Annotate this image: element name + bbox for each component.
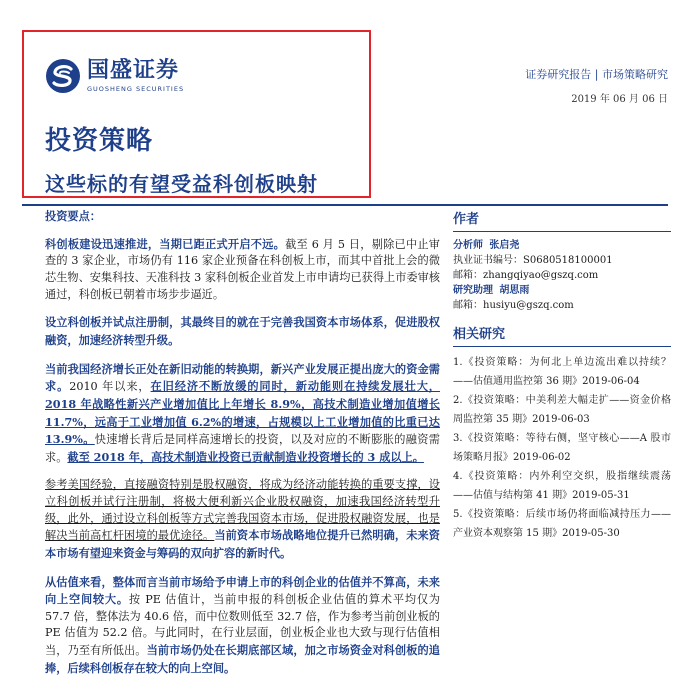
sidebar bbox=[453, 208, 671, 543]
paragraph-4 bbox=[45, 477, 440, 562]
logo-english-name: GUOSHENG SECURITIES bbox=[87, 85, 185, 93]
paragraph-2-lead: 设立科创板并试点注册制，其最终目的就在于完善我国资本市场体系，促进股权融资，加速经济转型升级。 bbox=[45, 315, 440, 347]
paragraph-3-text-2: 快速增长背后是同样高速增长的投资，以及对应的不断膨胀的融资需求。 bbox=[45, 433, 440, 464]
paragraph-4-underlined: 参考美国经验，直接融资特别是股权融资，将成为经济动能转换的重要支撑，设立科创板并试行注册制，将极大便利新兴企业股权融资，加速我国经济转型升级，此外，通过设立科创板等方式完善我国资本市场，促进股权融资发展，也是解决当前高杠杆困境的最优途径。 bbox=[45, 478, 440, 543]
assistant-email[interactable]: husiyu@gszq.com bbox=[483, 300, 574, 311]
report-category: 证券研究报告 | 市场策略研究 bbox=[525, 68, 668, 81]
header-divider bbox=[22, 204, 668, 206]
license-row bbox=[453, 253, 671, 268]
assistant-name: 胡思雨 bbox=[499, 285, 530, 296]
assistant-label: 研究助理 bbox=[453, 285, 493, 296]
analyst-row bbox=[453, 238, 671, 253]
analyst-email[interactable]: zhangqiyao@gszq.com bbox=[483, 270, 599, 281]
paragraph-1-text: 截至 6 月 5 日，剔除已中止审查的 3 家企业，市场仍有 116 家企业预备在科创板上市，而其中首批上会的微芯生物、安集科技、天准科技 3 家科创板企业首发上市申请均已获得上市委审核通过，科创板已朝着市场步步逼近。 bbox=[45, 237, 440, 301]
paragraph-3-text-1: 2010 年以来， bbox=[69, 380, 151, 394]
paragraph-5 bbox=[45, 574, 440, 678]
analyst-name: 张启尧 bbox=[489, 240, 520, 251]
analyst-label: 分析师 bbox=[453, 240, 483, 251]
license-number: S0680518100001 bbox=[523, 255, 613, 266]
paragraph-3-underlined-2: 截至 2018 年，高技术制造业投资已贡献制造业投资增长的 3 成以上。 bbox=[67, 449, 424, 464]
paragraph-4-lead: 当前资本市场战略地位提升已然明确，未来资本市场有望迎来资金与筹码的双向扩容的新时代。 bbox=[45, 528, 440, 560]
paragraph-1 bbox=[45, 236, 440, 303]
license-label: 执业证书编号： bbox=[453, 255, 523, 266]
email-label: 邮箱： bbox=[453, 300, 483, 311]
assistant-email-row bbox=[453, 298, 671, 313]
related-research-heading: 相关研究 bbox=[453, 323, 671, 347]
paragraph-5-lead: 从估值来看，整体而言当前市场给予申请上市的科创企业的估值并不算高，未来向上空间较大。 bbox=[45, 574, 440, 607]
paragraph-3-underlined-1: 在旧经济不断放缓的同时，新动能则在持续发展壮大，2018 年战略性新兴产业增加值比上年增长 8.9%，高技术制造业增加值增长 11.7%，远高于工业增加值 6.2%的增速，占规模以上工业增加值的比重已达 13.9%。 bbox=[45, 379, 440, 447]
email-label: 邮箱： bbox=[453, 270, 483, 281]
paragraph-3 bbox=[45, 361, 440, 467]
main-content bbox=[45, 208, 440, 677]
related-item[interactable]: 3.《投资策略：等待右侧，坚守核心——A 股市场策略月报》2019-06-02 bbox=[453, 433, 671, 463]
report-title: 这些标的有望受益科创板映射 bbox=[45, 172, 318, 196]
paragraph-1-lead: 科创板建设迅速推进，当期已距正式开启不远。 bbox=[45, 236, 286, 251]
paragraph-5-text: 按 PE 估值计，当前申报的科创板企业估值的算术平均仅为 57.7 倍，整体法为 40.6 倍，而中位数则低至 32.7 倍，作为参考当前创业板的 PE 估值为 52.2 倍。与此同时，在行业层面，创业板企业也大致与现行估值相当，乃至有所低出。 bbox=[45, 593, 440, 657]
report-type: 投资策略 bbox=[45, 126, 154, 156]
related-item[interactable]: 2.《投资策略：中美利差大幅走扩——资金价格周监控第 35 期》2019-06-03 bbox=[453, 395, 671, 425]
paragraph-5-tail: 当前市场仍处在长期底部区域，加之市场资金对科创板的追捧，后续科创板存在较大的向上空间。 bbox=[45, 643, 440, 675]
author-heading: 作者 bbox=[453, 208, 671, 232]
related-item[interactable]: 1.《投资策略：为何北上单边流出难以持续？——估值通用监控第 36 期》2019-06-04 bbox=[453, 357, 671, 387]
logo-chinese-name: 国盛证券 bbox=[87, 58, 180, 83]
related-item[interactable]: 5.《投资策略：后续市场仍将面临减持压力——产业资本观察第 15 期》2019-05-30 bbox=[453, 509, 671, 539]
paragraph-2 bbox=[45, 314, 440, 349]
analyst-email-row bbox=[453, 268, 671, 283]
report-date: 2019 年 06 月 06 日 bbox=[571, 94, 668, 105]
related-item[interactable]: 4.《投资策略：内外利空交织，股指继续震荡——估值与结构第 41 期》2019-05-31 bbox=[453, 471, 671, 501]
paragraph-3-lead: 当前我国经济增长正处在新旧动能的转换期，新兴产业发展正提出庞大的资金需求。 bbox=[45, 361, 440, 394]
key-points-heading: 投资要点： bbox=[45, 209, 101, 223]
highlight-box bbox=[22, 30, 371, 198]
assistant-row bbox=[453, 283, 671, 298]
report-meta bbox=[525, 66, 668, 105]
